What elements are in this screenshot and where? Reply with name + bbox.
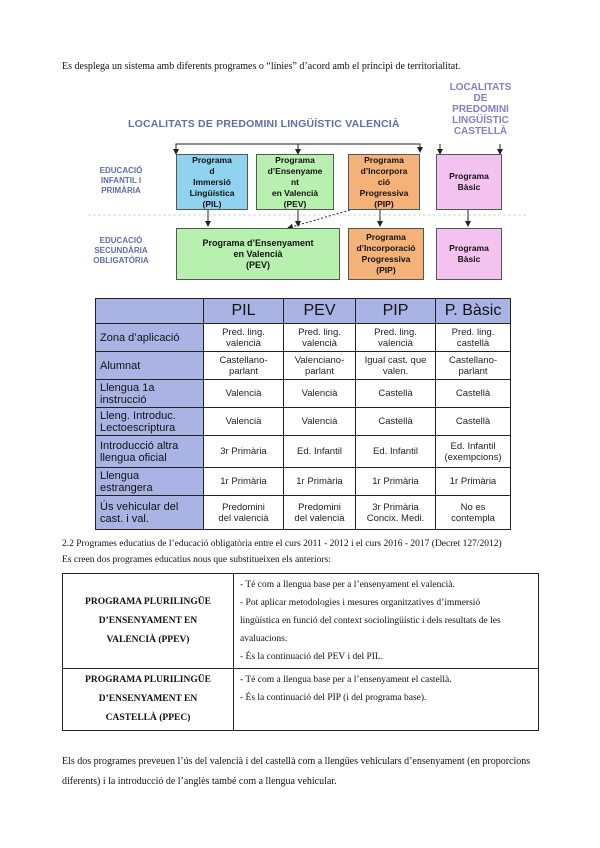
box-pev-infantil: Programa d’Ensenyame nt en Valencià (PEV) xyxy=(256,154,334,210)
level-infantil-primaria: EDUCACIÓ INFANTIL I PRIMÀRIA xyxy=(99,166,143,195)
comparison-cell: Castellà xyxy=(436,380,511,408)
comparison-cell: Valencià xyxy=(204,380,284,408)
comparison-cell: 1r Primària xyxy=(436,468,511,496)
comparison-cell: Predomini del valencià xyxy=(284,496,356,530)
comparison-cell: Ed. Infantil xyxy=(356,436,436,468)
programme-row-ppec xyxy=(63,669,539,731)
comparison-cell: Castellano- parlant xyxy=(204,352,284,380)
comparison-row xyxy=(96,380,511,408)
programme-desc-ppev: - Té com a llengua base per a l’ensenyament el valencià. - Pot aplicar metodologies i mesures organitzatives d’immersió lingüística en funció del context sociolingüístic i dels resultats de les avaluacions. - És la continuació del PEV i del PIL. xyxy=(234,574,539,669)
level-secundaria: EDUCACIÓ SECUNDÀRIA OBLIGATÒRIA xyxy=(93,236,149,265)
comparison-header-row xyxy=(96,299,511,324)
comparison-row-label: Llengua 1a instrucció xyxy=(96,380,204,408)
programme-name-ppev: PROGRAMA PLURILINGÜE D’ENSENYAMENT EN VALENCIÀ (PPEV) xyxy=(63,574,234,669)
section-title: 2.2 Programes educatius de l’educació obligatòria entre el curs 2011 - 2012 i el curs 2016 - 2017 (Decret 127/2012) xyxy=(62,539,502,549)
comparison-cell: Pred. ling. valencià xyxy=(356,324,436,352)
comparison-row xyxy=(96,324,511,352)
col-header-pil: PIL xyxy=(204,299,284,324)
comparison-row-label: Ús vehicular del cast. i val. xyxy=(96,496,204,530)
comparison-row-label: Lleng. Introduc. Lectoescriptura xyxy=(96,408,204,436)
comparison-cell: Pred. ling. valencià xyxy=(284,324,356,352)
col-header-pev: PEV xyxy=(284,299,356,324)
box-pip-infantil: Programa d’Incorpora ció Progressiva (PIP) xyxy=(348,154,420,210)
comparison-cell: Valencià xyxy=(284,380,356,408)
comparison-row xyxy=(96,496,511,530)
comparison-cell: Ed. Infantil xyxy=(284,436,356,468)
comparison-row-label: Llengua estrangera xyxy=(96,468,204,496)
comparison-row-label: Introducció altra llengua oficial xyxy=(96,436,204,468)
programmes-diagram xyxy=(88,78,528,288)
comparison-cell: Castellà xyxy=(356,380,436,408)
header-castella: LOCALITATS DE PREDOMINI LINGÜÍSTIC CASTELLÀ xyxy=(449,82,512,137)
comparison-cell: 1r Primària xyxy=(204,468,284,496)
comparison-cell: Pred. ling. castellà xyxy=(436,324,511,352)
comparison-row xyxy=(96,408,511,436)
box-pev-secundaria: Programa d’Ensenyament en Valencià (PEV) xyxy=(176,228,340,280)
comparison-table xyxy=(95,298,511,530)
comparison-row xyxy=(96,436,511,468)
comparison-cell: Castellà xyxy=(356,408,436,436)
programme-desc-ppec: - Té com a llengua base per a l’ensenyament el castellà. - És la continuació del PIP (i del programa base). xyxy=(234,669,539,731)
comparison-corner-cell xyxy=(96,299,204,324)
header-valencia: LOCALITATS DE PREDOMINI LINGÜÍSTIC VALENCIÀ xyxy=(128,118,400,130)
comparison-cell: 1r Primària xyxy=(284,468,356,496)
box-pil: Programa d Immersió Lingüística (PIL) xyxy=(176,154,248,210)
box-basic-infantil: Programa Bàsic xyxy=(436,154,502,210)
col-header-basic: P. Bàsic xyxy=(436,299,511,324)
comparison-cell: Predomini del valencià xyxy=(204,496,284,530)
comparison-cell: No es contempla xyxy=(436,496,511,530)
comparison-row-label: Alumnat xyxy=(96,352,204,380)
programmes-table xyxy=(62,573,539,731)
comparison-row xyxy=(96,352,511,380)
box-pip-secundaria: Programa d’Incorporació Progressiva (PIP) xyxy=(348,228,424,280)
closing-paragraph: Els dos programes preveuen l’ús del valencià i del castellà com a llengües vehiculars d’ensenyament (en proporcions diferents) i la introducció de l’anglès també com a llengua vehicular. xyxy=(62,756,531,787)
comparison-cell: 1r Primària xyxy=(356,468,436,496)
intro-paragraph: Es desplega un sistema amb diferents programes o “línies” d’acord amb el principi de territorialitat. xyxy=(62,61,461,72)
comparison-cell: Valencià xyxy=(284,408,356,436)
comparison-cell: 3r Primària Concix. Medi. xyxy=(356,496,436,530)
comparison-cell: Castellà xyxy=(436,408,511,436)
section-intro: Es creen dos programes educatius nous que substitueixen els anteriors: xyxy=(62,555,331,565)
programme-row-ppev xyxy=(63,574,539,669)
comparison-row xyxy=(96,468,511,496)
col-header-pip: PIP xyxy=(356,299,436,324)
comparison-cell: Igual cast. que valen. xyxy=(356,352,436,380)
comparison-cell: 3r Primària xyxy=(204,436,284,468)
programme-name-ppec: PROGRAMA PLURILINGÜE D’ENSENYAMENT EN CASTELLÀ (PPEC) xyxy=(63,669,234,731)
comparison-cell: Valenciano- parlant xyxy=(284,352,356,380)
comparison-cell: Pred. ling. valencià xyxy=(204,324,284,352)
comparison-cell: Valencià xyxy=(204,408,284,436)
comparison-row-label: Zona d’aplicació xyxy=(96,324,204,352)
comparison-cell: Castellano- parlant xyxy=(436,352,511,380)
comparison-cell: Ed. Infantil (exempcions) xyxy=(436,436,511,468)
box-basic-secundaria: Programa Bàsic xyxy=(436,228,502,280)
